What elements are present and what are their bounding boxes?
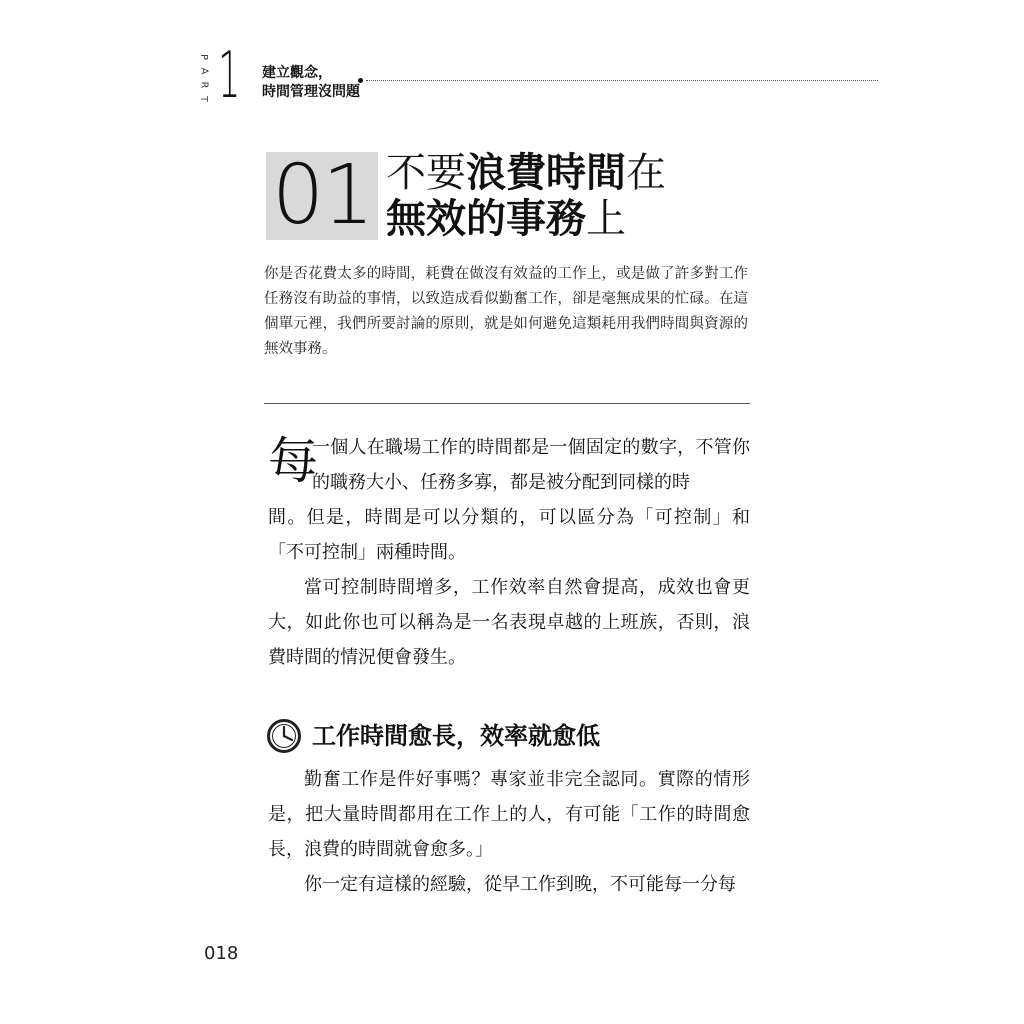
- part-letter: R: [197, 81, 209, 89]
- part-letter: A: [198, 67, 209, 75]
- section-paragraph-2: 你一定有這樣的經驗，從早工作到晚，不可能每一分每: [304, 874, 736, 895]
- running-header-title: [262, 64, 360, 102]
- chapter-intro: 你是否花費太多的時間，耗費在做沒有效益的工作上，或是做了許多對工作任務沒有助益的事情，以致造成看似勤奮工作，卻是毫無成果的忙碌。在這個單元裡，我們所要討論的原則，就是如何避免這類耗用我們時間與資源的無效事務。: [264, 266, 748, 357]
- header-title-line1: 建立觀念，: [262, 65, 332, 81]
- drop-cap: 每: [268, 432, 318, 490]
- section-body: [268, 762, 750, 902]
- section-paragraph-1: 勤奮工作是件好事嗎？專家並非完全認同。實際的情形是，把大量時間都用在工作上的人，有可能「工作的時間愈長，浪費的時間就會愈多。」: [268, 769, 750, 860]
- header-dotted-rule: [366, 80, 878, 81]
- chapter-title-segment: 在: [626, 150, 666, 196]
- chapter-title: [386, 150, 766, 242]
- section-heading: 工作時間愈長，效率就愈低: [312, 721, 600, 750]
- section-divider: [264, 403, 750, 404]
- part-letter: T: [197, 95, 209, 103]
- part-letter: P: [198, 53, 209, 61]
- chapter-title-line2: [386, 196, 766, 242]
- chapter-title-emphasis: 無效的事務: [386, 196, 586, 242]
- paragraph-1-lead: [312, 430, 750, 500]
- clock-icon: [266, 718, 302, 754]
- part-label: [196, 50, 210, 106]
- paragraph-1-continued: [268, 500, 750, 675]
- chapter-title-segment: 不要: [386, 150, 466, 196]
- header-bullet: [358, 78, 363, 83]
- header-title-line2: 時間管理沒問題: [262, 84, 360, 100]
- chapter-title-emphasis: 浪費時間: [466, 150, 626, 196]
- chapter-title-segment: 上: [586, 196, 626, 242]
- paragraph-text: 一個人在職場工作的時間都是一個固定的數字，不管你的職務大小、任務多寡，都是被分配到同樣的時: [312, 437, 750, 493]
- paragraph-text: 間。但是，時間是可以分類的，可以區分為「可控制」和「不可控制」兩種時間。: [268, 507, 750, 563]
- chapter-title-line1: [386, 150, 766, 196]
- paragraph-2: 當可控制時間增多，工作效率自然會提高，成效也會更大，如此你也可以稱為是一名表現卓越的上班族，否則，浪費時間的情況便會發生。: [268, 577, 750, 668]
- part-number: 1: [218, 39, 241, 113]
- chapter-number: 01: [272, 148, 373, 243]
- page-number: 018: [204, 943, 239, 964]
